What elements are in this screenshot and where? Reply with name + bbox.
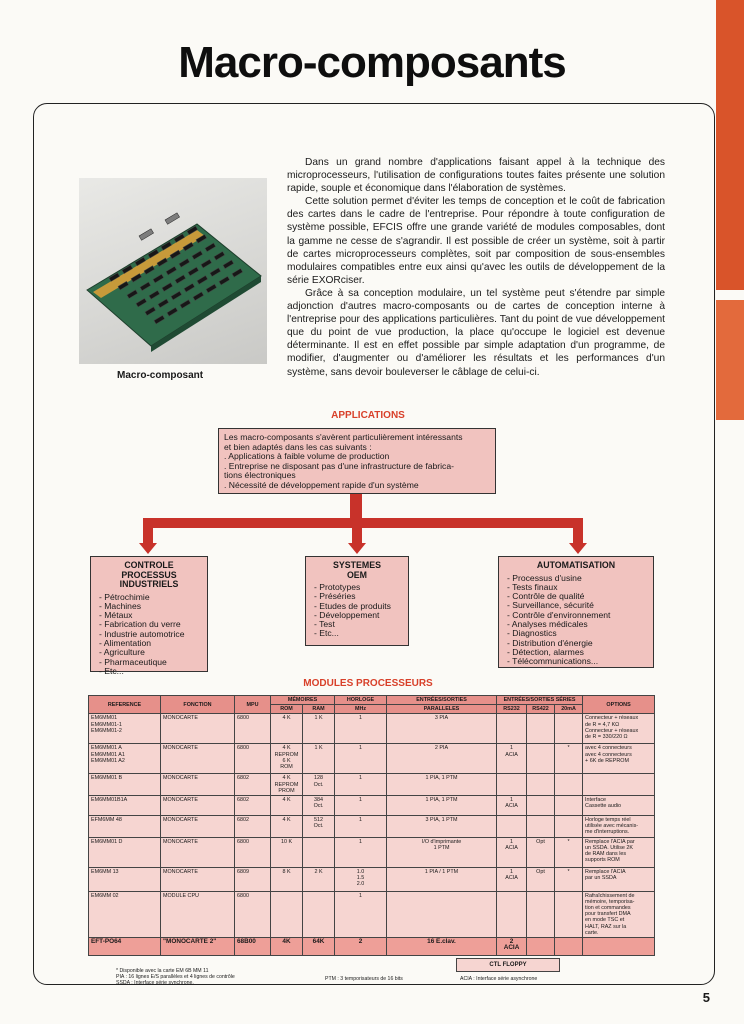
mpu-cell: 6800: [235, 837, 271, 867]
options-cell: [583, 796, 655, 816]
cell-line: EM6MM01-1: [91, 721, 122, 728]
cell-line: 4K: [282, 938, 291, 946]
cell-line: 1 K: [314, 745, 323, 752]
paralleles-cell: [387, 837, 497, 867]
intro-paragraph: Grâce à sa conception modulaire, un tel système peut s'étendre par simple adjonction d'autres macro-composants ou de cartes de conception interne à l'entreprise pour des applications particulières. Tant du point de vue développement que du point de vue production, la place qu'occupe le logiciel est devenue déterminante. Il est en effet possible par simple adaptation d'un programme, de modifier, d'augmenter ou d'améliorer les résultats et les performances d'un système, sans devoir bouleverser le câblage de celui-ci.: [287, 287, 665, 378]
ctl-floppy-label: CTL FLOPPY: [456, 958, 560, 972]
header-rom: ROM: [271, 705, 303, 714]
options-cell: [583, 816, 655, 838]
category-item: - Etc...: [99, 667, 199, 676]
ram-cell: [303, 744, 335, 774]
rs422-cell: [527, 816, 555, 838]
cell-line: EM6MM01 D: [91, 838, 123, 845]
table-row: [89, 867, 655, 891]
category-item: - Etc...: [314, 629, 400, 638]
arrow-right: [569, 543, 587, 554]
rs422-cell: [527, 714, 555, 744]
header-mpu: MPU: [235, 696, 271, 714]
cell-line: 4 K: [282, 715, 291, 722]
rom-cell: [271, 816, 303, 838]
reference-cell: [89, 774, 161, 796]
cell-line: 1: [510, 868, 514, 875]
cell-line: 1: [510, 797, 514, 804]
rs422-cell: [527, 938, 555, 956]
cell-line: PROM: [278, 787, 295, 794]
cell-line: EM6MM01: [91, 715, 118, 722]
mpu-cell: 6802: [235, 796, 271, 816]
mhz-cell: [335, 837, 387, 867]
orange-edge-strip-lower: [716, 300, 744, 420]
cell-line: 8 K: [282, 868, 291, 875]
fonction-cell: MONOCARTE: [161, 714, 235, 744]
cell-line: EM6MM01 A: [91, 745, 122, 752]
photo-caption: Macro-composant: [117, 370, 204, 381]
cell-line: ROM: [280, 764, 293, 771]
category-title: CONTROLE PROCESSUS INDUSTRIELS: [119, 560, 179, 589]
rom-cell: [271, 837, 303, 867]
cell-line: Remplace l'ACIA par: [585, 838, 635, 845]
cell-line: ACIA: [503, 944, 520, 952]
cell-line: 1 PIA, 1 PTM: [425, 797, 458, 804]
cell-line: Oct.: [313, 781, 324, 788]
cell-line: 3 PIA: [434, 715, 449, 722]
fonction-cell: MONOCARTE: [161, 774, 235, 796]
footnote: SSDA : Interface série synchrone.: [116, 980, 194, 986]
reference-cell: [89, 744, 161, 774]
fonction-cell: MONOCARTE: [161, 816, 235, 838]
reference-cell: [89, 796, 161, 816]
cell-line: EM6MM 02: [91, 892, 119, 899]
cell-line: ACIA: [505, 844, 518, 851]
rs232-cell: [497, 714, 527, 744]
arrow-left: [139, 543, 157, 554]
cell-line: 1: [359, 745, 363, 752]
cell-line: 2: [358, 938, 363, 946]
cell-line: utilisée avec mécanis-: [585, 823, 639, 830]
rs422-cell: [527, 796, 555, 816]
cell-line: 4 K: [282, 817, 291, 824]
table-row: [89, 774, 655, 796]
ram-cell: [303, 774, 335, 796]
cell-line: Oct.: [313, 823, 324, 830]
table-row: [89, 816, 655, 838]
cell-line: 1 PIA, 1 PTM: [425, 775, 458, 782]
intro-paragraph: Cette solution permet d'éviter les temps de conception et le coût de fabrication des cartes dans le cadre de l'entreprise. Pour répondre à toute configuration de système possible, EFCIS offre une grande variété de modules composables, dont la gamme ne cesse de s'agrandir. Il est possible de créer un système, soit à partir de cartes microprocesseurs complètes, soit par composition de sous-ensembles modulaires compatibles entre eux ainsi qu'avec les outils de développement de la série EXORciser.: [287, 196, 665, 286]
category-automatisation: [498, 556, 654, 668]
cell-line: Oct.: [313, 803, 324, 810]
cell-line: mémoire, temporisa-: [585, 898, 635, 905]
connector-middle: [352, 526, 362, 544]
intro-paragraph: Dans un grand nombre d'applications faisant appel à la technique des microprocesseurs, l'utilisation de configurations toutes faites présente une solution rapide, souple et économique dans l'élaboration de systèmes.: [287, 157, 665, 195]
page-title: Macro-composants: [178, 38, 566, 87]
ram-cell: [303, 891, 335, 937]
applications-line: . Nécessité de développement rapide d'un système: [224, 479, 419, 490]
cell-line: 1: [359, 817, 363, 824]
cell-line: me d'interruptions.: [585, 829, 630, 836]
footnote: * Disponible avec la carte EM 6B MM 11: [116, 968, 209, 974]
intro-text: [287, 156, 665, 379]
rs232-cell: [497, 867, 527, 891]
rom-cell: [271, 774, 303, 796]
header-reference: REFERENCE: [89, 696, 161, 714]
cell-line: EM6MM01-2: [91, 727, 122, 734]
category-item: - Pharmaceutique: [99, 658, 199, 667]
paralleles-cell: [387, 796, 497, 816]
applications-line: Les macro-composants s'avèrent particulièrement intéressants: [224, 432, 463, 442]
table-row: [89, 714, 655, 744]
cell-line: 1.0: [356, 868, 365, 875]
paralleles-cell: [387, 867, 497, 891]
mpu-cell: 6809: [235, 867, 271, 891]
cell-line: 1: [359, 838, 363, 845]
category-title: SYSTEMES OEM: [333, 560, 381, 580]
cell-line: 1 PTM: [433, 844, 450, 851]
cell-line: 384: [314, 797, 323, 804]
rs422-cell: [527, 891, 555, 937]
mhz-cell: [335, 714, 387, 744]
cell-line: HALT, RAZ sur la: [585, 923, 627, 930]
cell-line: EM6MM 13: [91, 868, 119, 875]
cell-line: ACIA: [505, 803, 518, 810]
ma-cell: [555, 938, 583, 956]
cell-line: EM6MM01B1A: [91, 797, 128, 804]
reference-cell: [89, 938, 161, 956]
cell-line: I/O d'imprimante: [421, 838, 462, 845]
mpu-cell: 6802: [235, 774, 271, 796]
cell-line: tion et commandes: [585, 905, 631, 912]
options-cell: [583, 837, 655, 867]
cell-line: en mode TSC et: [585, 917, 625, 924]
category-item: - Analyses médicales: [507, 620, 645, 629]
rom-cell: [271, 744, 303, 774]
connector-left: [143, 526, 153, 544]
cell-line: 1: [510, 838, 514, 845]
reference-cell: [89, 816, 161, 838]
paralleles-cell: [387, 938, 497, 956]
mhz-cell: [335, 796, 387, 816]
table-row: [89, 938, 655, 956]
cell-line: ACIA: [505, 874, 518, 881]
cell-line: 10 K: [280, 838, 293, 845]
reference-cell: [89, 714, 161, 744]
category-item: - Contrôle d'environnement: [507, 611, 645, 620]
footnote-ptm: PTM : 3 temporisateurs de 16 bits: [325, 976, 403, 982]
modules-table: [88, 695, 655, 956]
ma-cell: [555, 816, 583, 838]
header-horloge: HORLOGE: [335, 696, 387, 705]
header-fonction: FONCTION: [161, 696, 235, 714]
paralleles-cell: [387, 816, 497, 838]
category-item: - Diagnostics: [507, 629, 645, 638]
applications-heading: APPLICATIONS: [331, 410, 405, 421]
rom-cell: [271, 891, 303, 937]
header-memoires: MÉMOIRES: [271, 696, 335, 705]
options-cell: [583, 774, 655, 796]
cell-line: Horloge temps réel: [585, 817, 631, 824]
category-item: - Etudes de produits: [314, 602, 400, 611]
mhz-cell: [335, 816, 387, 838]
fonction-cell: MONOCARTE: [161, 796, 235, 816]
applications-summary-box: [218, 428, 496, 494]
rs232-cell: [497, 938, 527, 956]
connector-right: [573, 526, 583, 544]
header-ram: RAM: [303, 705, 335, 714]
rs422-cell: [527, 744, 555, 774]
category-item: - Détection, alarmes: [507, 648, 645, 657]
ma-cell: [555, 891, 583, 937]
rs232-cell: [497, 891, 527, 937]
footnotes: [116, 968, 235, 986]
cell-line: 128: [314, 775, 323, 782]
category-item: - Pétrochimie: [99, 593, 199, 602]
cell-line: 2 K: [314, 868, 323, 875]
mpu-cell: 6802: [235, 816, 271, 838]
mhz-cell: [335, 938, 387, 956]
ram-cell: [303, 938, 335, 956]
cell-line: ACIA: [505, 751, 518, 758]
cell-line: EM6MM01 A2: [91, 757, 125, 764]
mpu-cell: 6800: [235, 891, 271, 937]
fonction-cell: MONOCARTE: [161, 744, 235, 774]
category-item: - Industrie automotrice: [99, 630, 199, 639]
rs232-cell: [497, 796, 527, 816]
cell-line: par un SSDA: [585, 874, 617, 881]
category-item: - Agriculture: [99, 648, 199, 657]
cell-line: EM6MM01 A1: [91, 751, 125, 758]
options-cell: [583, 891, 655, 937]
cell-line: 1 PIA / 1 PTM: [424, 868, 459, 875]
cell-line: de RAM dans les: [585, 851, 627, 858]
category-item: - Processus d'usine: [507, 574, 645, 583]
cell-line: Remplace l'ACIA: [585, 868, 626, 875]
header-rs422: RS422: [527, 705, 555, 714]
arrow-middle: [348, 543, 366, 554]
cell-line: avec 4 connecteurs: [585, 745, 632, 752]
cell-line: de R = 4,7 KΩ: [585, 721, 620, 728]
cell-line: REPROM: [274, 751, 299, 758]
cell-line: 2 PIA: [434, 745, 449, 752]
reference-cell: [89, 867, 161, 891]
category-systemes-oem: [305, 556, 409, 646]
fonction-cell: MODULE CPU: [161, 891, 235, 937]
rs232-cell: [497, 744, 527, 774]
category-controle-processus: [90, 556, 208, 676]
cell-line: REPROM: [274, 781, 299, 788]
rs232-cell: [497, 774, 527, 796]
page-number: 5: [702, 990, 710, 1005]
header-20ma: 20mA: [555, 705, 583, 714]
options-cell: [583, 744, 655, 774]
cell-line: supports ROM: [585, 857, 620, 864]
cell-line: un SSDA. Utilise 2K: [585, 844, 633, 851]
options-cell: [583, 714, 655, 744]
header-rs232: RS232: [497, 705, 527, 714]
ma-cell: [555, 774, 583, 796]
rs422-cell: Opt: [527, 837, 555, 867]
cell-line: EFM6MM 48: [91, 817, 122, 824]
table-row: [89, 744, 655, 774]
header-entrees-series: ENTRÉES/SORTIES SÉRIES: [497, 696, 583, 705]
rs232-cell: [497, 837, 527, 867]
rs232-cell: [497, 816, 527, 838]
cell-line: Connecteur + réseaux: [585, 715, 639, 722]
category-item: - Télécommunications...: [507, 657, 645, 666]
cell-line: Interface: [585, 797, 607, 804]
cell-line: Rafraîchissement de: [585, 892, 635, 899]
paralleles-cell: [387, 891, 497, 937]
cell-line: 2: [509, 938, 514, 946]
category-title: AUTOMATISATION: [536, 560, 616, 570]
applications-line: et bien adaptés dans les cas suivants :: [224, 441, 372, 452]
footnote: PIA : 16 lignes E/S parallèles et 4 lignes de contrôle: [116, 974, 235, 980]
cell-line: 16 E.clav.: [427, 938, 456, 946]
rs422-cell: [527, 774, 555, 796]
mhz-cell: [335, 867, 387, 891]
cell-line: EFT-PO64: [91, 938, 122, 946]
cell-line: EM6MM01 B: [91, 775, 123, 782]
rom-cell: [271, 714, 303, 744]
cell-line: 1: [359, 892, 363, 899]
ram-cell: [303, 837, 335, 867]
rom-cell: [271, 867, 303, 891]
mpu-cell: 6800: [235, 714, 271, 744]
header-options: OPTIONS: [583, 696, 655, 714]
cell-line: 6 K: [282, 757, 291, 764]
ma-cell: *: [555, 837, 583, 867]
ma-cell: [555, 714, 583, 744]
cell-line: 1: [359, 715, 363, 722]
fonction-cell: MONOCARTE: [161, 837, 235, 867]
cell-line: 2.0: [356, 881, 365, 888]
ram-cell: [303, 796, 335, 816]
ma-cell: [555, 796, 583, 816]
category-item: - Prototypes: [314, 583, 400, 592]
cell-line: de R = 330/220 Ω: [585, 734, 628, 741]
cell-line: carte.: [585, 929, 599, 936]
cell-line: 1: [359, 775, 363, 782]
category-item: - Développement: [314, 611, 400, 620]
table-row: [89, 796, 655, 816]
rom-cell: [271, 938, 303, 956]
connector-horizontal: [143, 518, 583, 528]
category-item: - Alimentation: [99, 639, 199, 648]
rom-cell: [271, 796, 303, 816]
category-item: - Distribution d'énergie: [507, 639, 645, 648]
footnote-acia: ACIA : Interface série asynchrone: [460, 976, 538, 982]
cell-line: 4 K: [282, 797, 291, 804]
reference-cell: [89, 837, 161, 867]
category-item: - Tests finaux: [507, 583, 645, 592]
mpu-cell: 6800: [235, 744, 271, 774]
circuit-board-photo: [79, 178, 267, 364]
category-item: - Machines: [99, 602, 199, 611]
cell-line: 3 PIA, 1 PTM: [425, 817, 458, 824]
paralleles-cell: [387, 714, 497, 744]
mhz-cell: [335, 774, 387, 796]
ram-cell: [303, 816, 335, 838]
cell-line: 1 K: [314, 715, 323, 722]
cell-line: 4 K: [282, 745, 291, 752]
modules-heading: MODULES PROCESSEURS: [303, 678, 433, 689]
cell-line: Cassette audio: [585, 803, 622, 810]
cell-line: Connecteur + réseaux: [585, 727, 639, 734]
cell-line: 1: [359, 797, 363, 804]
paralleles-cell: [387, 774, 497, 796]
cell-line: 4 K: [282, 775, 291, 782]
ram-cell: [303, 714, 335, 744]
category-item: - Contrôle de qualité: [507, 592, 645, 601]
cell-line: 1.5: [356, 874, 365, 881]
cell-line: pour transfert DMA: [585, 911, 631, 918]
fonction-cell: "MONOCARTE 2": [161, 938, 235, 956]
cell-line: 512: [314, 817, 323, 824]
mhz-cell: [335, 891, 387, 937]
header-entrees-sorties: ENTRÉES/SORTIES: [387, 696, 497, 705]
header-mhz: MHz: [335, 705, 387, 714]
category-item: - Surveillance, sécurité: [507, 601, 645, 610]
category-item: - Test: [314, 620, 400, 629]
ram-cell: [303, 867, 335, 891]
applications-line: . Entreprise ne disposant pas d'une infrastructure de fabrica-: [224, 460, 454, 471]
cell-line: + 6K de REPROM: [585, 757, 629, 764]
fonction-cell: MONOCARTE: [161, 867, 235, 891]
cell-line: 64K: [312, 938, 325, 946]
ma-cell: *: [555, 744, 583, 774]
table-row: [89, 891, 655, 937]
options-cell: [583, 938, 655, 956]
cell-line: 1: [510, 745, 514, 752]
category-item: - Métaux: [99, 611, 199, 620]
table-row: [89, 837, 655, 867]
rs422-cell: Opt: [527, 867, 555, 891]
mhz-cell: [335, 744, 387, 774]
ma-cell: *: [555, 867, 583, 891]
cell-line: avec 4 connecteurs: [585, 751, 632, 758]
reference-cell: [89, 891, 161, 937]
mpu-cell: 68B00: [235, 938, 271, 956]
options-cell: [583, 867, 655, 891]
header-paralleles: PARALLELES: [387, 705, 497, 714]
paralleles-cell: [387, 744, 497, 774]
category-item: - Préséries: [314, 592, 400, 601]
applications-line: tions électroniques: [224, 470, 296, 481]
applications-line: . Applications à faible volume de production: [224, 451, 390, 462]
category-item: - Fabrication du verre: [99, 620, 199, 629]
